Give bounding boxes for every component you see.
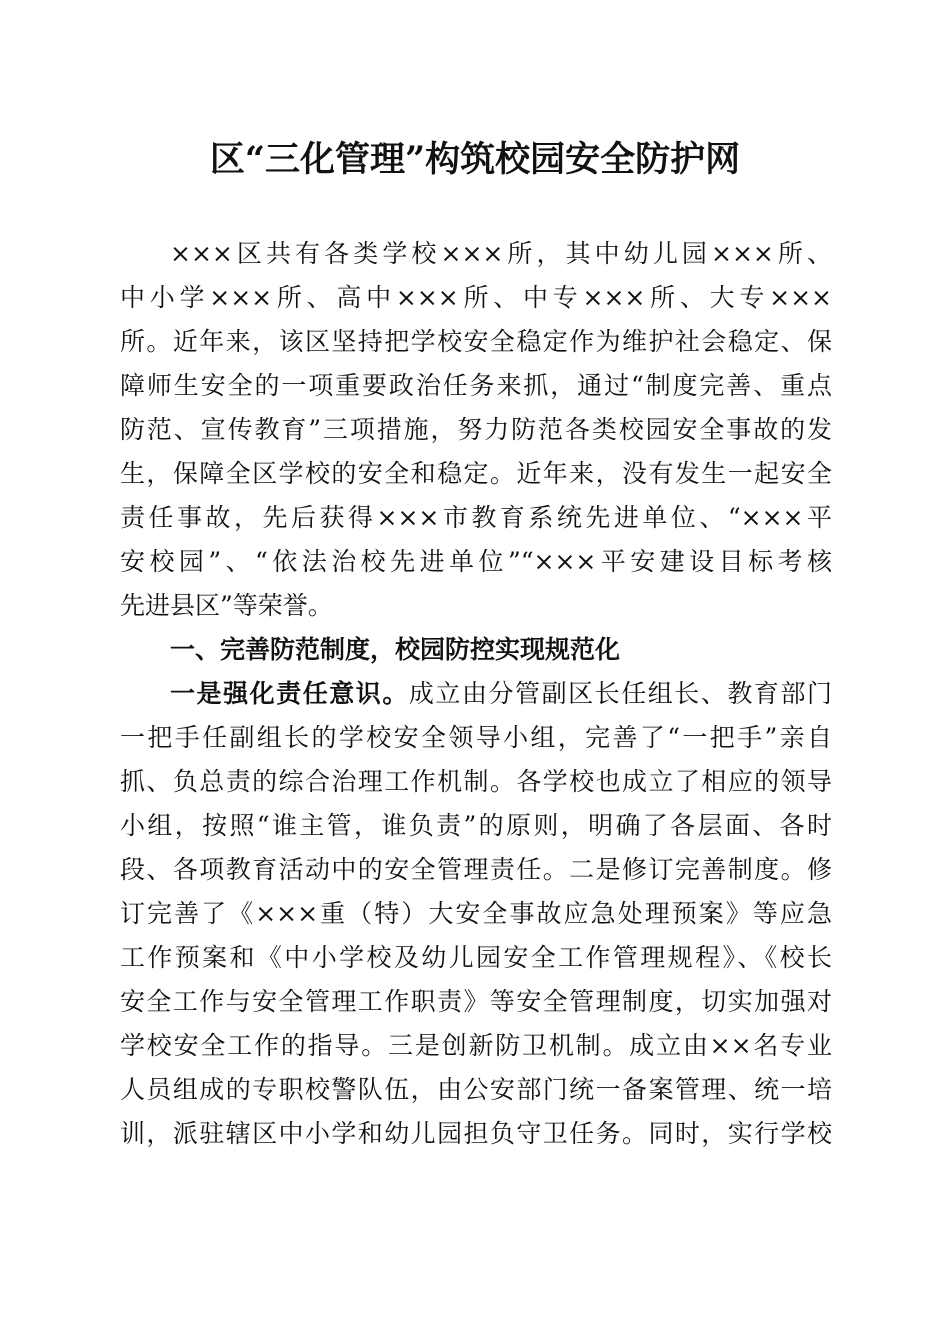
- paragraph-line: 生，保障全区学校的安全和稳定。近年来，没有发生一起安全: [120, 459, 832, 488]
- paragraph-line: 所。近年来，该区坚持把学校安全稳定作为维护社会稳定、保: [120, 327, 832, 356]
- paragraph-line: 订完善了《×××重（特）大安全事故应急处理预案》等应急: [120, 899, 832, 928]
- paragraph-first-line-rest: 成立由分管副区长任组长、教育部门: [408, 679, 832, 708]
- paragraph-line: 障师生安全的一项重要政治任务来抓，通过“制度完善、重点: [120, 371, 832, 400]
- paragraph-line: 抓、负总责的综合治理工作机制。各学校也成立了相应的领导: [120, 767, 832, 796]
- paragraph-line: 责任事故，先后获得×××市教育系统先进单位、“×××平: [120, 503, 832, 532]
- paragraph-line: 工作预案和《中小学校及幼儿园安全工作管理规程》、《校长: [120, 943, 832, 972]
- paragraph-line: 安全工作与安全管理工作职责》等安全管理制度，切实加强对: [120, 987, 832, 1016]
- paragraph-line: ×××区共有各类学校×××所，其中幼儿园×××所、: [170, 239, 832, 268]
- paragraph-line: 先进县区”等荣誉。: [120, 591, 333, 620]
- document-body: [120, 232, 832, 1156]
- paragraph-line: 安校园”、“依法治校先进单位”“×××平安建设目标考核: [120, 547, 832, 576]
- section-heading: 一、完善防范制度，校园防控实现规范化: [170, 635, 621, 664]
- paragraph-line: 段、各项教育活动中的安全管理责任。二是修订完善制度。修: [120, 855, 832, 884]
- paragraph-line: 人员组成的专职校警队伍，由公安部门统一备案管理、统一培: [120, 1075, 832, 1104]
- paragraph-lead: 一是强化责任意识。: [170, 679, 409, 708]
- document-title: 区“三化管理”构筑校园安全防护网: [209, 139, 741, 180]
- paragraph-line: 学校安全工作的指导。三是创新防卫机制。成立由××名专业: [120, 1031, 832, 1060]
- paragraph-line: 训，派驻辖区中小学和幼儿园担负守卫任务。同时，实行学校: [120, 1119, 832, 1148]
- paragraph-line: 中小学×××所、高中×××所、中专×××所、大专×××: [120, 283, 832, 312]
- paragraph-line: 小组，按照“谁主管，谁负责”的原则，明确了各层面、各时: [120, 811, 832, 840]
- paragraph-line: 一把手任副组长的学校安全领导小组，完善了“一把手”亲自: [120, 723, 832, 752]
- paragraph-first-line: [120, 672, 832, 716]
- paragraph-line: 防范、宣传教育”三项措施，努力防范各类校园安全事故的发: [120, 415, 832, 444]
